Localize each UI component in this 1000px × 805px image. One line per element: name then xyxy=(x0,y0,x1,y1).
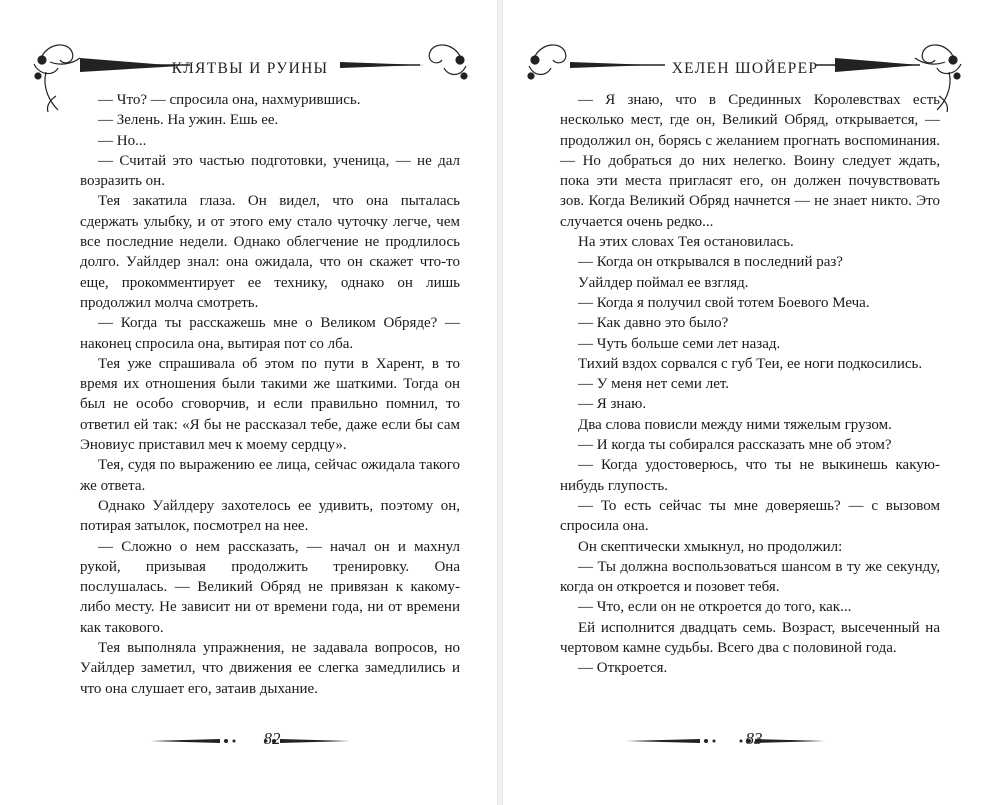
paragraph: — Я знаю, что в Срединных Королевствах есть несколько мест, где он, Великий Обряд, открывается, — продолжил он, борясь с желанием прогнать воспоминания. — Но добраться до них нелегко. Воину следует ждать, пока эти места пригласят его, он должен почувствовать зов. Когда Великий Обряд начнется — не знает никто. Это случается очень редко... xyxy=(560,92,940,230)
paragraph: Уайлдер поймал ее взгляд. xyxy=(578,274,749,291)
paragraph: — У меня нет семи лет. xyxy=(578,376,730,393)
paragraph: Тихий вздох сорвался с губ Теи, ее ноги подкосились. xyxy=(578,355,923,372)
right-page-footer xyxy=(515,729,975,753)
paragraph: — Чуть больше семи лет назад. xyxy=(578,335,781,352)
paragraph: — Но... xyxy=(98,132,147,149)
paragraph: — То есть сейчас ты мне доверяешь? — с вызовом спросила она. xyxy=(560,497,940,535)
paragraph: — Зелень. На ужин. Ешь ее. xyxy=(98,112,279,129)
paragraph: Тея выполняла упражнения, не задавала вопросов, но Уайлдер заметил, что движения ее слегка замедлились и что она слушает его, затаив дыхание. xyxy=(80,640,460,697)
paragraph: — Когда ты расскажешь мне о Великом Обряде? — наконец спросила она, вытирая пот со лба. xyxy=(80,315,460,352)
paragraph: — Что? — спросила она, нахмурившись. xyxy=(98,92,361,108)
paragraph: Два слова повисли между ними тяжелым грузом. xyxy=(578,416,892,433)
right-page xyxy=(515,0,995,805)
page-number: 82 xyxy=(263,729,281,748)
paragraph: Однако Уайлдеру захотелось ее удивить, поэтому он, потирая затылок, посмотрел на нее. xyxy=(80,497,460,535)
paragraph: — И когда ты собирался рассказать мне об этом? xyxy=(578,437,892,454)
paragraph: — Когда удостоверюсь, что ты не выкинешь какую-нибудь глупость. xyxy=(560,457,940,494)
left-page xyxy=(20,0,500,805)
paragraph: — Когда я получил свой тотем Боевого Меча. xyxy=(578,294,870,311)
paragraph: Тея закатила глаза. Он видел, что она пыталась сдержать улыбку, и от этого ему стало чуточку легче, чем все последние недели. Однако облегчение не продлилось долго. Уайлдер знал: она ожидала, что он скажет что-то еще, прокомментирует ее технику, однако он лишь продолжил молча смотреть. xyxy=(80,193,460,311)
left-page-footer xyxy=(20,729,480,753)
running-title: ХЕЛЕН ШОЙЕРЕР xyxy=(671,60,819,77)
running-title: КЛЯТВЫ И РУИНЫ xyxy=(171,60,329,77)
page-body xyxy=(560,90,940,679)
paragraph: — Как давно это было? xyxy=(578,315,729,332)
paragraph: Тея уже спрашивала об этом по пути в Харент, в то время их отношения были такими же шаткими. Тогда он был не особо сговорчив, и если правильно помнил, то ответил ей так: «Я бы не рассказал тебе, даже если бы сам Эновиус приставил меч к моему сердцу». xyxy=(80,355,460,454)
paragraph: — Когда он открывался в последний раз? xyxy=(578,254,843,271)
paragraph: — Считай это частью подготовки, ученица, — не дал возразить он. xyxy=(80,152,460,190)
paragraph: Он скептически хмыкнул, но продолжил: xyxy=(578,538,843,555)
paragraph: Ей исполнится двадцать семь. Возраст, высеченный на чертовом камне судьбы. Всего два с половиной года. xyxy=(560,619,940,657)
paragraph: — Откроется. xyxy=(578,660,668,677)
paragraph: — Что, если он не откроется до того, как... xyxy=(578,599,852,616)
paragraph: На этих словах Тея остановилась. xyxy=(578,234,794,251)
paragraph: Тея, судя по выражению ее лица, сейчас ожидала такого же ответа. xyxy=(80,457,460,494)
page-number: 83 xyxy=(745,729,763,748)
paragraph: — Я знаю. xyxy=(578,396,647,413)
paragraph: — Ты должна воспользоваться шансом в ту же секунду, когда он откроется и позовет тебя. xyxy=(560,558,940,596)
paragraph: — Сложно о нем рассказать, — начал он и махнул рукой, призывая продолжить тренировку. Она послушалась. — Великий Обряд не привязан к какому-либо месту. Не зависит ни от времени года, ни от времени как такового. xyxy=(80,538,460,636)
page-body xyxy=(80,90,460,699)
